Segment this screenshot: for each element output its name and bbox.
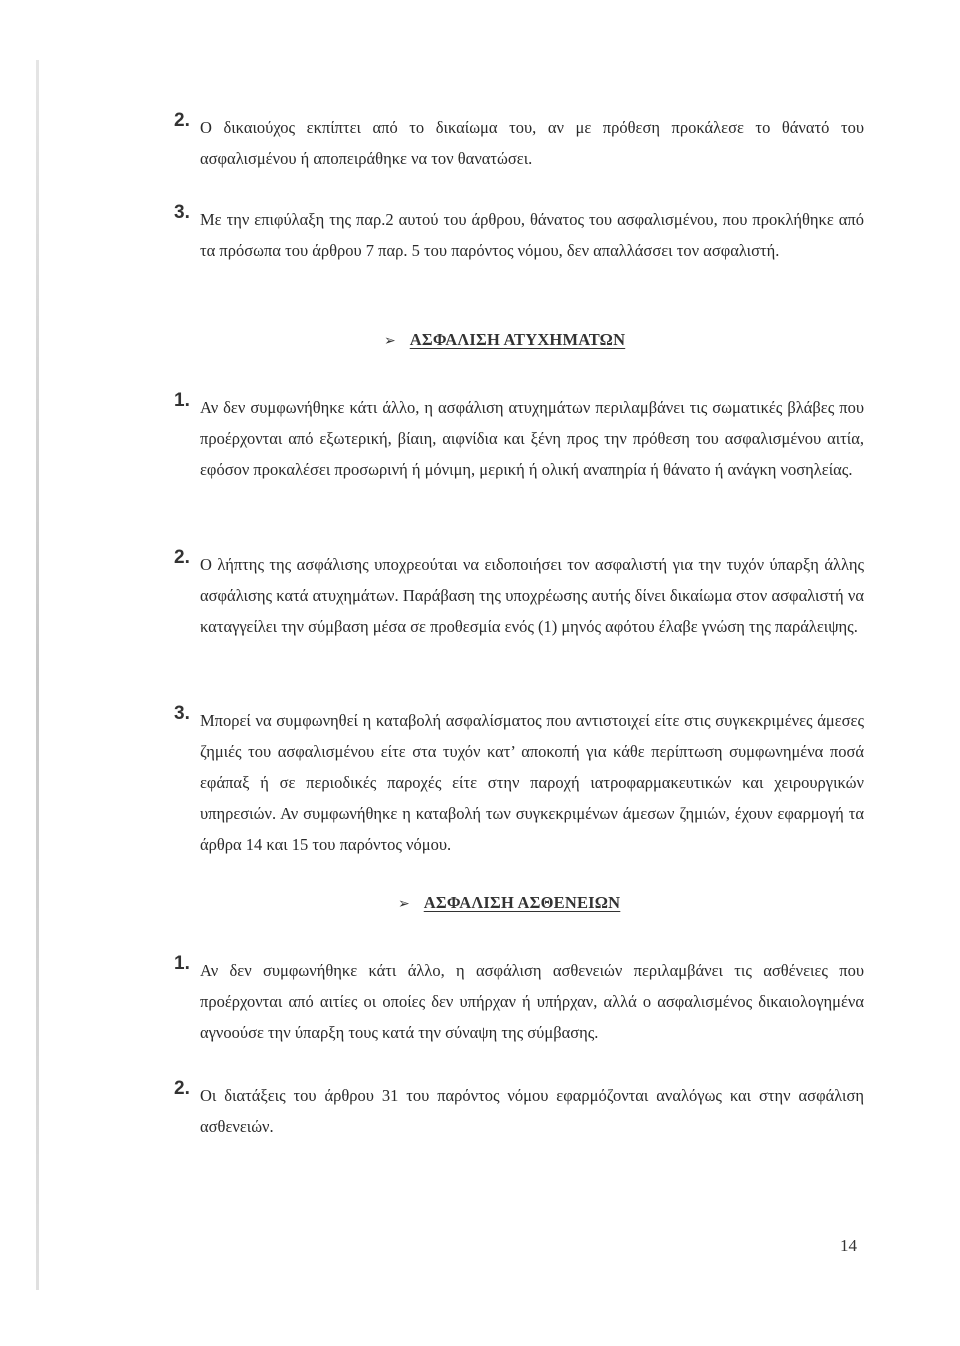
item-number: 2.: [174, 1078, 190, 1099]
item-number: 2.: [174, 110, 190, 131]
item-text: Μπορεί να συμφωνηθεί η καταβολή ασφαλίσματος που αντιστοιχεί είτε στις συγκεκριμένες άμεσες ζημιές του ασφαλισμένου είτε στα τυχόν κατ’ αποκοπή για κάθε περίπτωση συμφωνημένα ποσά εφάπαξ ή σε περιοδικές παροχές είτε στην παροχή ιατροφαρμακευτικών και χειρουργικών υπηρεσιών. Αν συμφωνήθηκε η καταβολή των συγκεκριμένων άμεσων ζημιών, έχουν εφαρμογή τα άρθρα 14 και 15 του παρόντος νόμου.: [200, 711, 864, 854]
arrow-bullet-icon: ➢: [384, 333, 396, 349]
intro-item-2: [174, 112, 864, 174]
intro-item-3: [174, 204, 864, 266]
item-number: 3.: [174, 202, 190, 223]
illness-item-2: [174, 1080, 864, 1142]
item-text: Αν δεν συμφωνήθηκε κάτι άλλο, η ασφάλιση ατυχημάτων περιλαμβάνει τις σωματικές βλάβες που προέρχονται από εξωτερική, βίαιη, αιφνίδια και ξένη προς την πρόθεση του ασφαλισμένου αιτία, εφόσον προκαλέσει προσωρινή ή μόνιμη, μερική ή ολική αναπηρία ή θάνατο ή ανάγκη νοσηλείας.: [200, 398, 864, 479]
arrow-bullet-icon: ➢: [398, 896, 410, 912]
accident-item-2: [174, 549, 864, 642]
item-text: Με την επιφύλαξη της παρ.2 αυτού του άρθρου, θάνατος του ασφαλισμένου, που προκλήθηκε από τα πρόσωπα του άρθρου 7 παρ. 5 του παρόντος νόμου, δεν απαλλάσσει τον ασφαλιστή.: [200, 210, 864, 260]
page-number: 14: [840, 1236, 857, 1255]
item-text: Αν δεν συμφωνήθηκε κάτι άλλο, η ασφάλιση ασθενειών περιλαμβάνει τις ασθένειες που προέρχονται από αιτίες οι οποίες δεν υπήρχαν ή υπήρχαν, αλλά ο ασφαλισμένος δικαιολογημένα αγνοούσε την ύπαρξη τους κατά την σύναψη της σύμβασης.: [200, 961, 864, 1042]
heading-accident-insurance: [384, 330, 625, 350]
accident-item-3: [174, 705, 864, 860]
item-text: Οι διατάξεις του άρθρου 31 του παρόντος νόμου εφαρμόζονται αναλόγως και στην ασφάλιση ασθενειών.: [200, 1086, 864, 1136]
heading-text: ΑΣΦΑΛΙΣΗ ΑΤΥΧΗΜΑΤΩΝ: [409, 330, 626, 349]
item-text: Ο δικαιούχος εκπίπτει από το δικαίωμα του, αν με πρόθεση προκάλεσε το θάνατό του ασφαλισμένου ή αποπειράθηκε να τον θανατώσει.: [200, 118, 864, 168]
heading-illness-insurance: [398, 893, 620, 913]
item-number: 1.: [174, 953, 190, 974]
item-number: 3.: [174, 703, 190, 724]
item-text: Ο λήπτης της ασφάλισης υποχρεούται να ειδοποιήσει τον ασφαλιστή για την τυχόν ύπαρξη άλλης ασφάλισης κατά ατυχημάτων. Παράβαση της υποχρέωσης αυτής δίνει δικαίωμα στον ασφαλιστή να καταγγείλει την σύμβαση μέσα σε προθεσμία ενός (1) μηνός αφότου έλαβε γνώση της παράλειψης.: [200, 555, 864, 636]
item-number: 2.: [174, 547, 190, 568]
illness-item-1: [174, 955, 864, 1048]
accident-item-1: [174, 392, 864, 485]
item-number: 1.: [174, 390, 190, 411]
heading-text: ΑΣΦΑΛΙΣΗ ΑΣΘΕΝΕΙΩΝ: [423, 893, 621, 912]
